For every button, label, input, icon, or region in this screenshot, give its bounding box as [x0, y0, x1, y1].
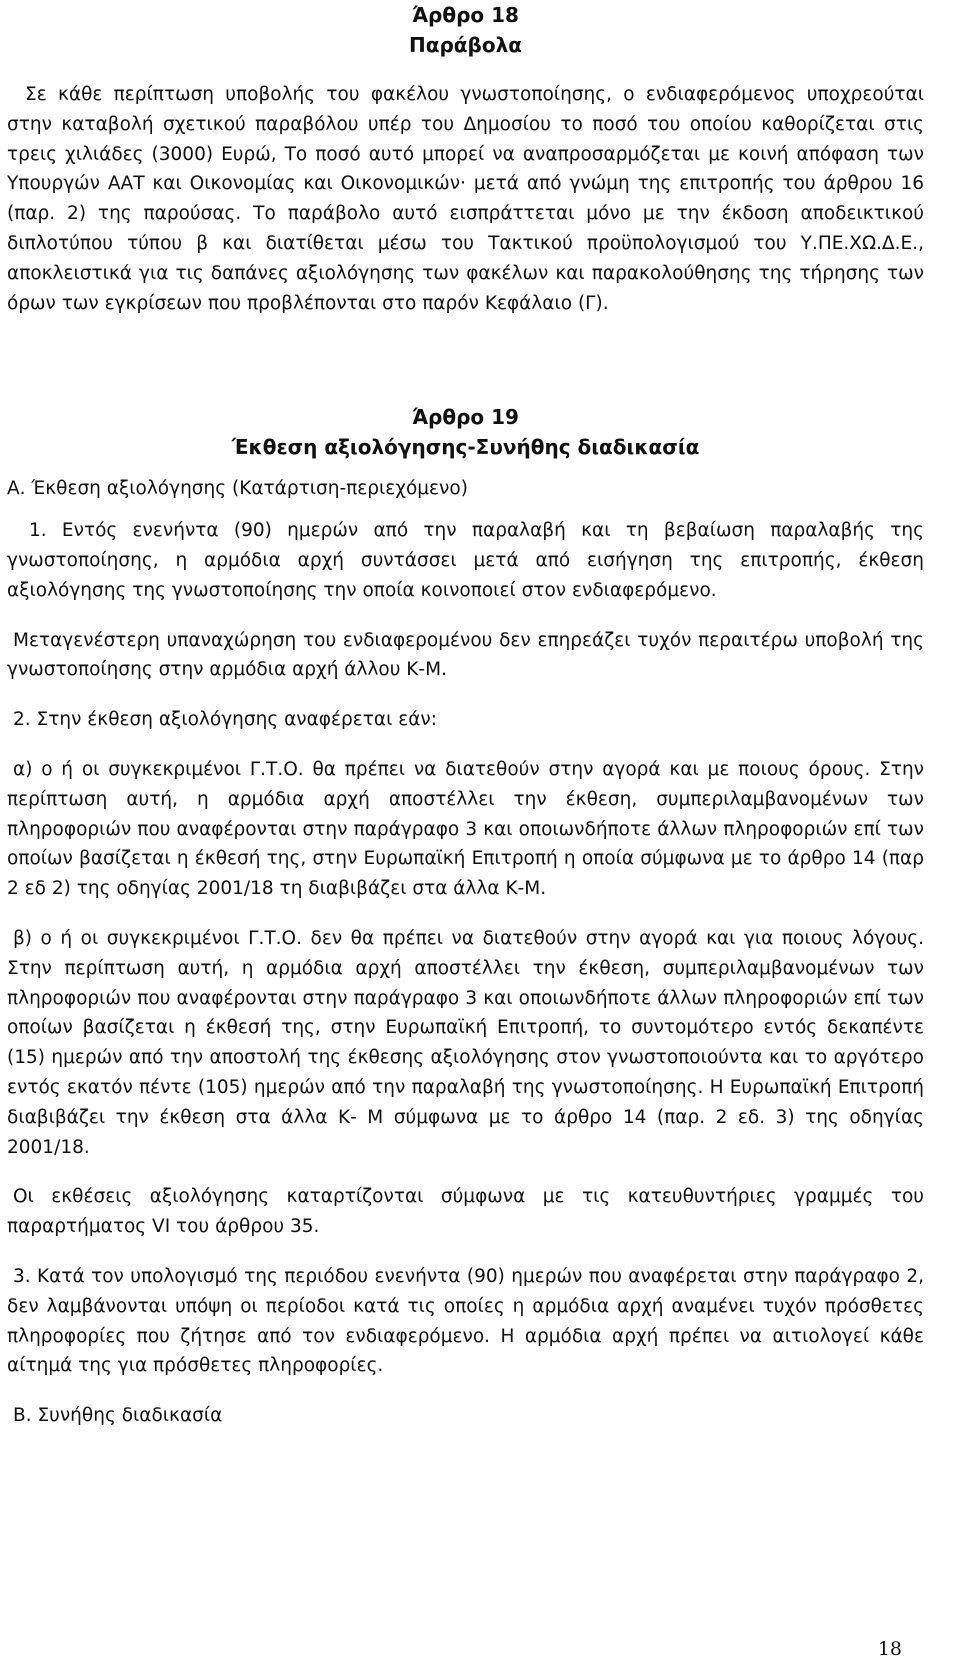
article-18-paragraph: Σε κάθε περίπτωση υποβολής του φακέλου γνωστοποίησης, ο ενδιαφερόμενος υποχρεούται στην καταβολή σχετικού παραβόλου υπέρ του Δημοσίου το ποσό του οποίου καθορίζεται στις τρεις χιλιάδες (3000) Ευρώ, Το ποσό αυτό μπορεί να αναπροσαρμόζεται με κοινή απόφαση των Υπουργών ΑΑΤ και Οικονομίας και Οικονομικών· μετά από γνώμη της επιτροπής του άρθρου 16 (παρ. 2) της παρούσας. Το παράβολο αυτό εισπράττεται μόνο με την έκδοση αποδεικτικού διπλοτύπου τύπου β και διατίθεται μέσω του Τακτικού προϋπολογισμού του Υ.ΠΕ.ΧΩ.Δ.Ε., αποκλειστικά για τις δαπάνες αξιολόγησης των φακέλων και παρακολούθησης της τήρησης των όρων των εγκρίσεων που προβλέπονται στο παρόν Κεφάλαιο (Γ).	[7, 84, 924, 314]
section-a-heading: Α. Έκθεση αξιολόγησης (Κατάρτιση-περιεχόμενο)	[7, 478, 468, 500]
section-b-heading: Β. Συνήθης διαδικασία	[13, 1405, 223, 1427]
page-number: 18	[877, 1638, 902, 1660]
article-19-paragraph-1b: Μεταγενέστερη υπαναχώρηση του ενδιαφερομένου δεν επηρεάζει τυχόν περαιτέρω υποβολή της γνωστοποίησης στην αρμόδια αρχή άλλου Κ-Μ.	[7, 629, 924, 681]
article-19-paragraph-2a: α) ο ή οι συγκεκριμένοι Γ.Τ.Ο. θα πρέπει να διατεθούν στην αγορά και με ποιους όρους. Στην περίπτωση αυτή, η αρμόδια αρχή αποστέλλει την έκθεση, συμπεριλαμβανομένων των πληροφοριών που αναφέρονται στην παράγραφο 3 και οποιωνδήποτε άλλων πληροφοριών επί των οποίων βασίζεται η έκθεσή της, στην Ευρωπαϊκή Επιτροπή η οποία σύμφωνα με το άρθρο 14 (παρ 2 εδ 2) της οδηγίας 2001/18 τη διαβιβάζει στα άλλα Κ-Μ.	[7, 758, 924, 900]
article-19-paragraph-2c: Οι εκθέσεις αξιολόγησης καταρτίζονται σύμφωνα με τις κατευθυντήριες γραμμές του παραρτήματος VI του άρθρου 35.	[7, 1186, 924, 1238]
document-body	[7, 0, 924, 1431]
article-19-paragraph-2: 2. Στην έκθεση αξιολόγησης αναφέρεται εάν:	[13, 709, 437, 731]
article-19-paragraph-3: 3. Κατά τον υπολογισμό της περιόδου ενενήντα (90) ημερών που αναφέρεται στην παράγραφο 2, δεν λαμβάνονται υπόψη οι περίοδοι κατά τις οποίες η αρμόδια αρχή αναμένει τυχόν πρόσθετες πληροφορίες που ζήτησε από τον ενδιαφερόμενο. Η αρμόδια αρχή πρέπει να αιτιολογεί κάθε αίτημά της για πρόσθετες πληροφορίες.	[7, 1265, 924, 1377]
article-19-number: Άρθρο 19	[412, 405, 519, 430]
article-18-number: Άρθρο 18	[412, 3, 519, 27]
article-19-paragraph-1: 1. Εντός ενενήντα (90) ημερών από την παραλαβή και τη βεβαίωση παραλαβής της γνωστοποίησης, η αρμόδια αρχή συντάσσει μετά από εισήγηση της επιτροπής, έκθεση αξιολόγησης της γνωστοποίησης την οποία κοινοποιεί στον ενδιαφερόμενο.	[7, 520, 924, 601]
article-19-paragraph-2b: β) ο ή οι συγκεκριμένοι Γ.Τ.Ο. δεν θα πρέπει να διατεθούν στην αγορά και για ποιους λόγους. Στην περίπτωση αυτή, η αρμόδια αρχή αποστέλλει την έκθεση, συμπεριλαμβανομένων των πληροφοριών που αναφέρονται στην παράγραφο 3 και οποιωνδήποτε άλλων πληροφοριών επί των οποίων βασίζεται η έκθεσή της, στην Ευρωπαϊκή Επιτροπή, το συντομότερο εντός δεκαπέντε (15) ημερών από την αποστολή της έκθεσης αξιολόγησης στον γνωστοποιούντα και το αργότερο εντός εκατόν πέντε (105) ημερών από την παραλαβή της γνωστοποίησης. Η Ευρωπαϊκή Επιτροπή διαβιβάζει την έκθεση στα άλλα Κ- Μ σύμφωνα με το άρθρο 14 (παρ. 2 εδ. 3) της οδηγίας 2001/18.	[7, 927, 924, 1158]
article-18-title: Παράβολα	[409, 33, 522, 57]
article-19-title: Έκθεση αξιολόγησης-Συνήθης διαδικασία	[231, 435, 700, 460]
